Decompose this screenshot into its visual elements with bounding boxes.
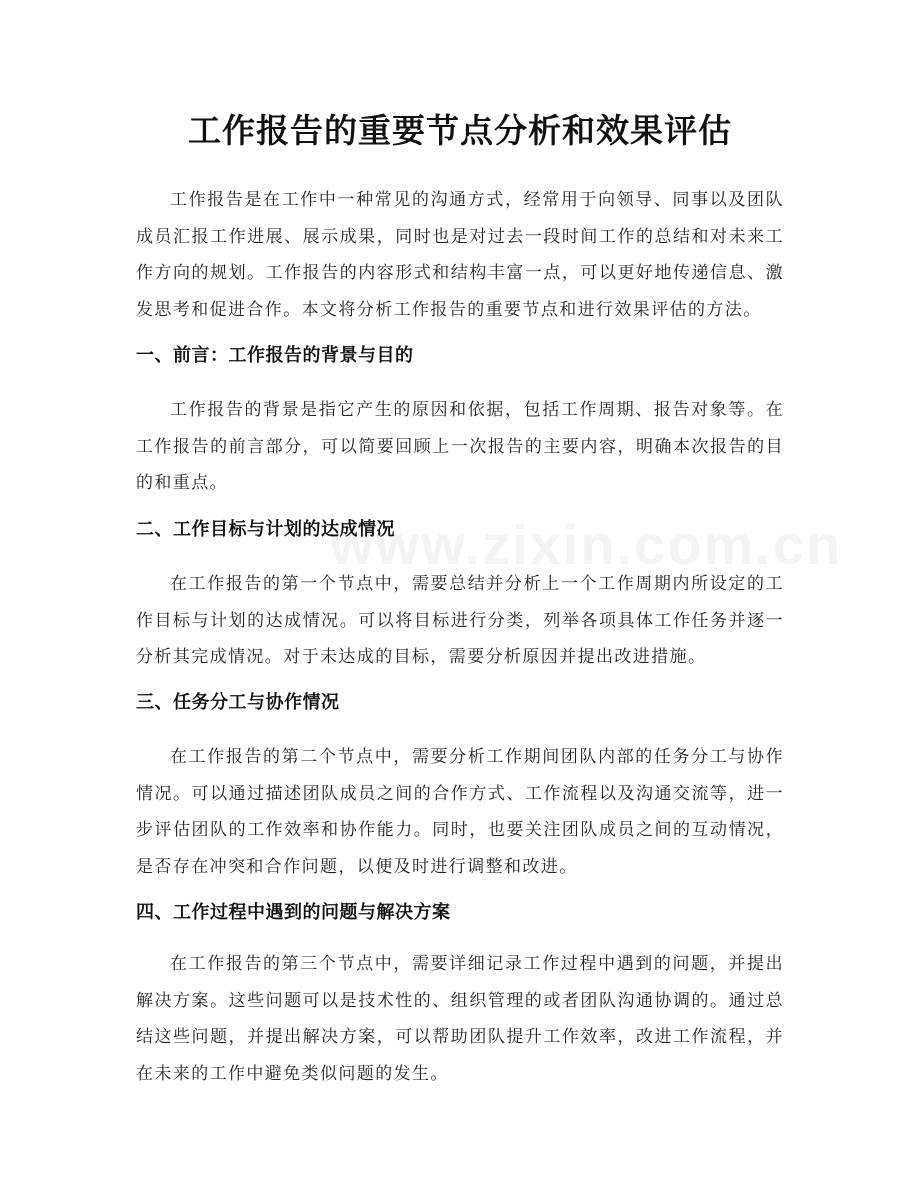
section-paragraph-problems: 在工作报告的第三个节点中，需要详细记录工作过程中遇到的问题，并提出解决方案。这些问题可以是技术性的、组织管理的或者团队沟通协调的。通过总结这些问题，并提出解决方案，可以帮助团队提升工作效率，改进工作流程，并在未来的工作中避免类似问题的发生。 [136,954,784,1084]
watermark: www.zixin.com.cn [330,513,843,576]
intro-paragraph: 工作报告是在工作中一种常见的沟通方式，经常用于向领导、同事以及团队成员汇报工作进展、展示成果，同时也是对过去一段时间工作的总结和对未来工作方向的规划。工作报告的内容形式和结构丰富一点，可以更好地传递信息、激发思考和促进合作。本文将分析工作报告的重要节点和进行效果评估的方法。 [136,190,784,320]
section-paragraph-background: 工作报告的背景是指它产生的原因和依据，包括工作周期、报告对象等。在工作报告的前言部分，可以简要回顾上一次报告的主要内容，明确本次报告的目的和重点。 [136,400,784,493]
section-paragraph-collaboration: 在工作报告的第二个节点中，需要分析工作期间团队内部的任务分工与协作情况。可以通过描述团队成员之间的合作方式、工作流程以及沟通交流等，进一步评估团队的工作效率和协作能力。同时，也要关注团队成员之间的互动情况，是否存在冲突和合作问题，以便及时进行调整和改进。 [136,747,784,877]
page-title: 工作报告的重要节点分析和效果评估 [188,111,732,150]
section-heading-collaboration: 三、任务分工与协作情况 [136,692,340,713]
section-heading-problems: 四、工作过程中遇到的问题与解决方案 [136,902,451,923]
section-heading-background: 一、前言：工作报告的背景与目的 [136,345,414,366]
section-heading-goals: 二、工作目标与计划的达成情况 [136,519,395,540]
section-paragraph-goals: 在工作报告的第一个节点中，需要总结并分析上一个工作周期内所设定的工作目标与计划的达成情况。可以将目标进行分类，列举各项具体工作任务并逐一分析其完成情况。对于未达成的目标，需要分析原因并提出改进措施。 [136,574,784,667]
